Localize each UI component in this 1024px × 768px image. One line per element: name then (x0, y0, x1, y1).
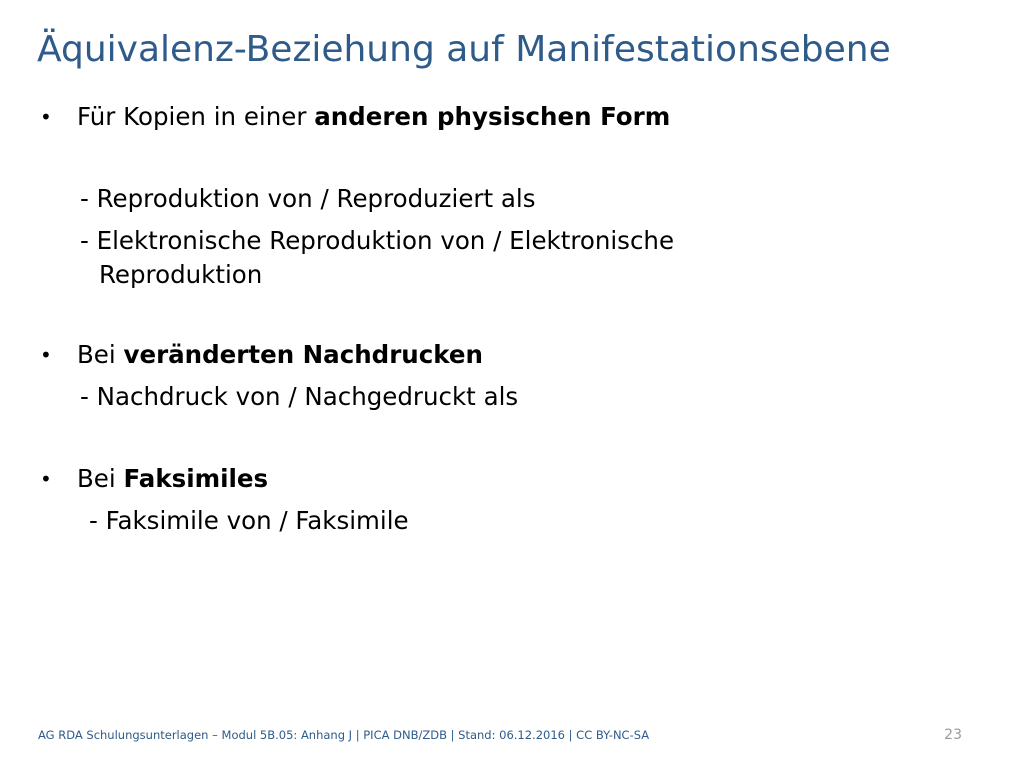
relation-electronic-reproduction-cont: Reproduktion (99, 260, 263, 289)
bullet-marker: • (40, 105, 52, 129)
relation-reprint: - Nachdruck von / Nachgedruckt als (80, 382, 519, 411)
bullet-emphasis: anderen physischen Form (314, 102, 671, 131)
bullet-item-physical-form (77, 101, 670, 133)
bullet-item-facsimiles (77, 463, 268, 495)
bullet-text: Für Kopien in einer (77, 102, 315, 131)
bullet-emphasis: Faksimiles (123, 464, 269, 493)
bullet-text: Bei (77, 340, 124, 369)
relation-facsimile: - Faksimile von / Faksimile (89, 506, 409, 535)
bullet-text: Bei (77, 464, 124, 493)
bullet-marker: • (40, 467, 52, 491)
bullet-emphasis: veränderten Nachdrucken (123, 340, 483, 369)
relation-electronic-reproduction: - Elektronische Reproduktion von / Elektronische (80, 226, 675, 255)
bullet-marker: • (40, 343, 52, 367)
relation-reproduction: - Reproduktion von / Reproduziert als (80, 184, 536, 213)
footer-text: AG RDA Schulungsunterlagen – Modul 5B.05: Anhang J | PICA DNB/ZDB | Stand: 06.12.2016 | CC BY-NC-SA (38, 728, 650, 742)
slide-title: Äquivalenz-Beziehung auf Manifestationsebene (37, 29, 891, 70)
bullet-item-reprints (77, 339, 483, 371)
page-number: 23 (944, 727, 962, 743)
